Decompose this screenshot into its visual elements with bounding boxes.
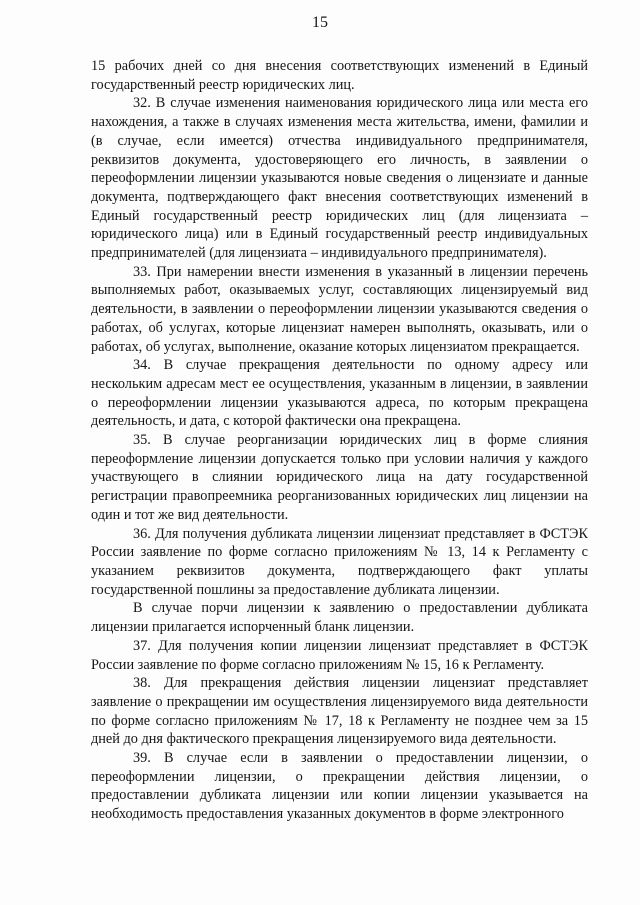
paragraph-38: 38. Для прекращения действия лицензии лицензиат представляет заявление о прекращении им осуществления лицензируемого вида деятельности по форме согласно приложениям № 17, 18 к Регламенту не позднее чем за 15 дней до дня фактического прекращения лицензируемого вида деятельности. <box>91 675 588 748</box>
paragraph-37: 37. Для получения копии лицензии лицензиат представляет в ФСТЭК России заявление по форме согласно приложениям № 15, 16 к Регламенту. <box>91 637 588 673</box>
paragraph-34: 34. В случае прекращения деятельности по одному адресу или нескольким адресам мест ее осуществления, указанным в лицензии, в заявлении о переоформлении лицензии указываются адреса, по которым прекращена деятельность, и дата, с которой фактически она прекращена. <box>91 357 588 430</box>
paragraph-continuation: 15 рабочих дней со дня внесения соответствующих изменений в Единый государственный реестр юридических лиц. <box>91 58 588 93</box>
paragraph-35: 35. В случае реорганизации юридических лиц в форме слияния переоформление лицензии допускается только при условии наличия у каждого участвующего в слиянии юридического лица на дату государственной регистрации правопреемника реорганизованных юридических лиц лицензии на один и тот же вид деятельности. <box>91 432 588 523</box>
page-number: 15 <box>312 14 328 31</box>
paragraph-36-spoiled-license: В случае порчи лицензии к заявлению о предоставлении дубликата лицензии прилагается испорченный бланк лицензии. <box>91 600 588 636</box>
paragraph-36: 36. Для получения дубликата лицензии лицензиат представляет в ФСТЭК России заявление по форме согласно приложениям № 13, 14 к Регламенту с указанием реквизитов документа, подтверждающего факт уплаты государственной пошлины за предоставление дубликата лицензии. <box>91 525 588 598</box>
paragraph-39: 39. В случае если в заявлении о предоставлении лицензии, о переоформлении лицензии, о прекращении действия лицензии, о предоставлении дубликата лицензии или копии лицензии указывается на необходимость предоставления указанных документов в форме электронного <box>91 750 588 823</box>
document-body <box>91 57 588 824</box>
paragraph-32: 32. В случае изменения наименования юридического лица или места его нахождения, а также в случаях изменения места жительства, имени, фамилии и (в случае, если имеется) отчества индивидуального предпринимателя, реквизитов документа, удостоверяющего его личность, в заявлении о переоформлении лицензии указываются новые сведения о лицензиате и данные документа, подтверждающего факт внесения соответствующих изменений в Единый государственный реестр юридических лиц (для лицензиата – юридического лица) или в Единый государственный реестр индивидуальных предпринимателей (для лицензиата – индивидуального предпринимателя). <box>91 95 588 262</box>
paragraph-33: 33. При намерении внести изменения в указанный в лицензии перечень выполняемых работ, оказываемых услуг, составляющих лицензируемый вид деятельности, в заявлении о переоформлении лицензии указываются сведения о работах, об услугах, которые лицензиат намерен выполнять, оказывать, или о работах, об услугах, выполнение, оказание которых лицензиатом прекращается. <box>91 263 588 355</box>
